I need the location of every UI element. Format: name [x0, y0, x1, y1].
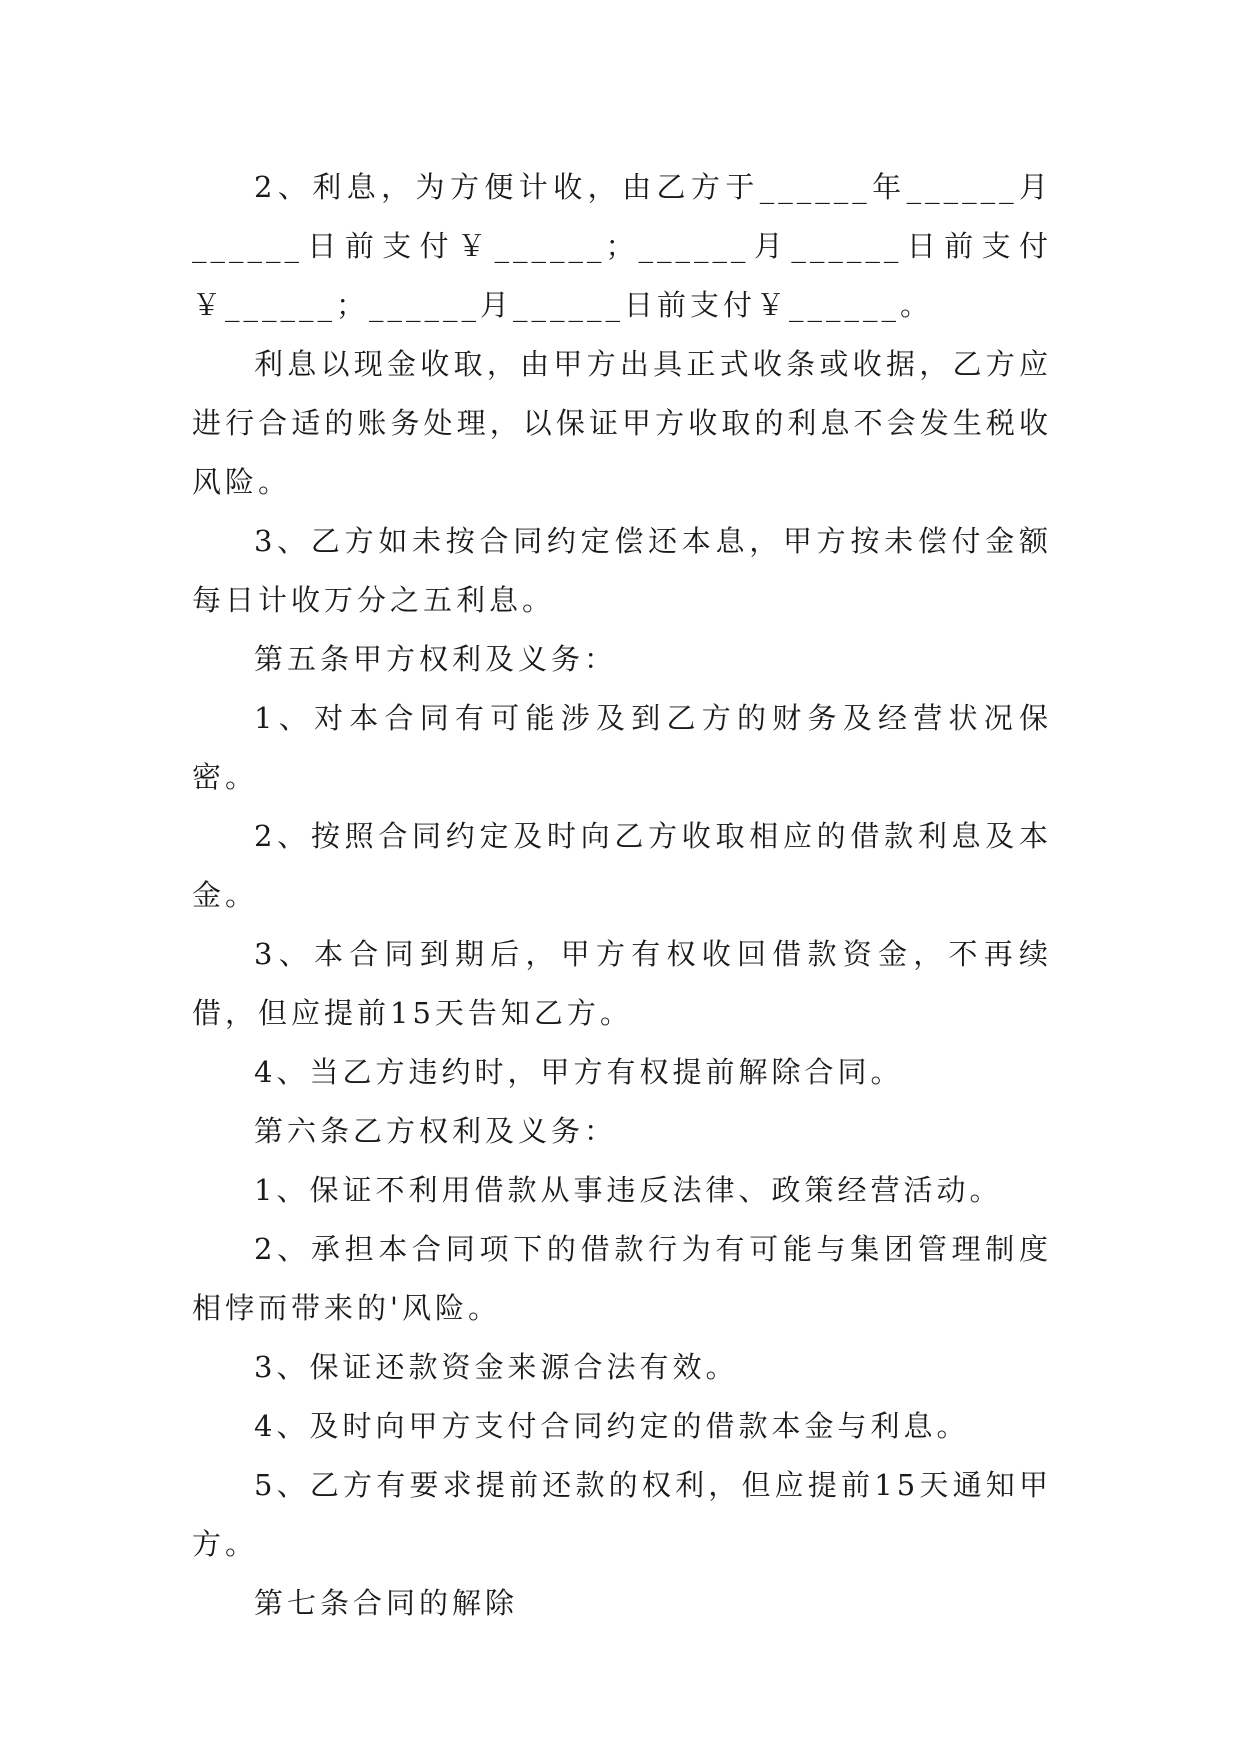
paragraph-a5-item-2: 2、按照合同约定及时向乙方收取相应的借款利息及本金。 — [192, 819, 1052, 912]
paragraph-a5-item-1: 1、对本合同有可能涉及到乙方的财务及经营状况保密。 — [192, 701, 1052, 794]
section-heading-article-6: 第六条乙方权利及义务： — [254, 1114, 618, 1148]
section-heading-article-7: 第七条合同的解除 — [254, 1586, 519, 1620]
paragraph-interest-cash: 利息以现金收取，由甲方出具正式收条或收据，乙方应进行合适的账务处理，以保证甲方收取的利息不会发生税收风险。 — [192, 347, 1052, 499]
paragraph-late-interest: 3、乙方如未按合同约定偿还本息，甲方按未偿付金额每日计收万分之五利息。 — [192, 524, 1052, 617]
paragraph-a5-item-4: 4、当乙方违约时，甲方有权提前解除合同。 — [254, 1055, 904, 1089]
paragraph-a6-item-4: 4、及时向甲方支付合同约定的借款本金与利息。 — [254, 1409, 970, 1443]
paragraph-a6-item-1: 1、保证不利用借款从事违反法律、政策经营活动。 — [254, 1173, 1003, 1207]
section-heading-article-5: 第五条甲方权利及义务： — [254, 642, 618, 676]
paragraph-a6-item-2: 2、承担本合同项下的借款行为有可能与集团管理制度相悖而带来的'风险。 — [192, 1232, 1052, 1325]
paragraph-a5-item-3: 3、本合同到期后，甲方有权收回借款资金，不再续借，但应提前15天告知乙方。 — [192, 937, 1052, 1030]
paragraph-a6-item-3: 3、保证还款资金来源合法有效。 — [254, 1350, 739, 1384]
paragraph-interest-schedule: 2、利息，为方便计收，由乙方于______年______月______日前支付￥______；______月______日前支付￥______；______月______日前支付￥______。 — [192, 170, 1052, 322]
document-page — [192, 158, 1052, 1633]
paragraph-a6-item-5: 5、乙方有要求提前还款的权利，但应提前15天通知甲方。 — [192, 1468, 1052, 1561]
